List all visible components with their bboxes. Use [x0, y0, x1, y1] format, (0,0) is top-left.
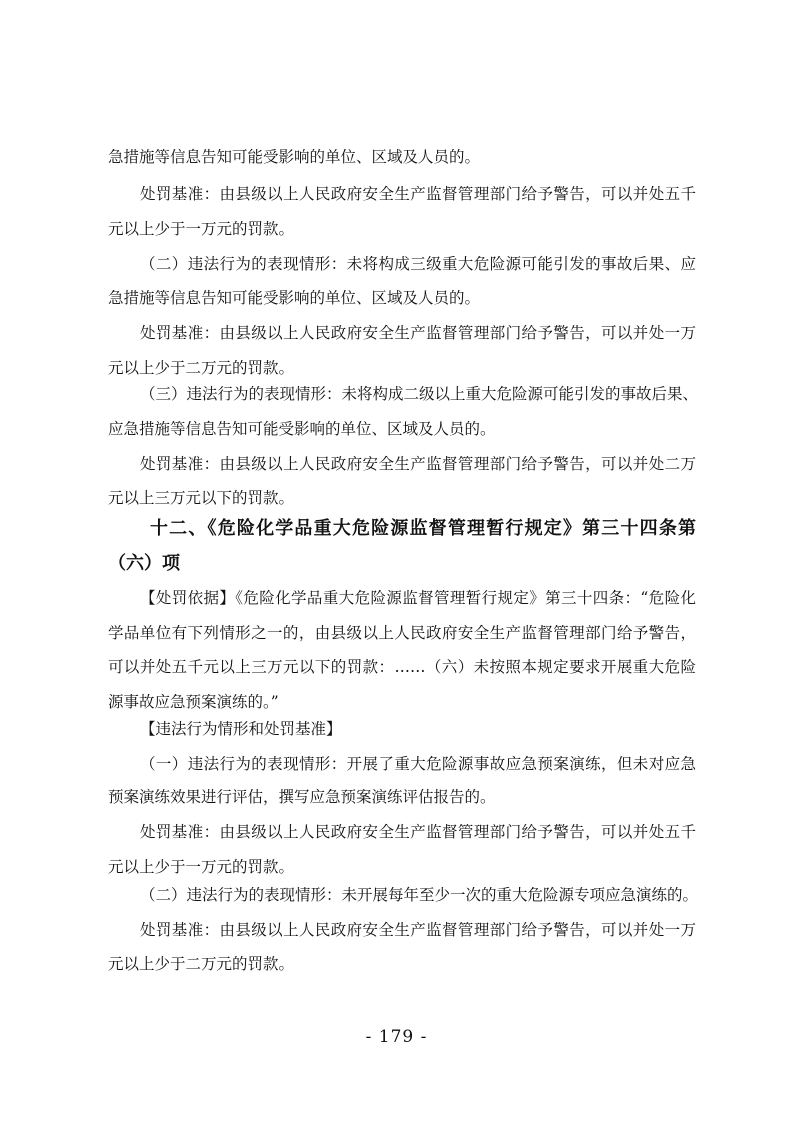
body-line: 预案演练效果进行评估，撰写应急预案演练评估报告的。: [108, 788, 496, 806]
body-line: 可以并处五千元以上三万元以下的罚款：……（六）未按照本规定要求开展重大危险: [108, 658, 696, 676]
body-line: 源事故应急预案演练的。”: [108, 693, 279, 711]
body-line: 处罚基准：由县级以上人民政府安全生产监督管理部门给予警告，可以并处五千: [140, 185, 696, 203]
body-line: 急措施等信息告知可能受影响的单位、区域及人员的。: [108, 148, 481, 166]
section-heading-cont: （六）项: [108, 553, 180, 574]
body-line: 应急措施等信息告知可能受影响的单位、区域及人员的。: [108, 420, 496, 438]
body-line: 元以上少于二万元的罚款。: [108, 955, 295, 973]
body-line: 学品单位有下列情形之一的，由县级以上人民政府安全生产监督管理部门给予警告，: [108, 624, 696, 642]
body-line: 元以上少于一万元的罚款。: [108, 858, 295, 876]
body-line: 处罚基准：由县级以上人民政府安全生产监督管理部门给予警告，可以并处一万: [140, 324, 696, 342]
page-number: - 179 -: [365, 1027, 428, 1047]
body-line: 【违法行为情形和处罚基准】: [140, 720, 342, 738]
body-line: （二）违法行为的表现情形：未开展每年至少一次的重大危险源专项应急演练的。: [140, 886, 699, 904]
body-line: （二）违法行为的表现情形：未将构成三级重大危险源可能引发的事故后果、应: [140, 255, 696, 273]
body-line: 元以上少于二万元的罚款。: [108, 359, 295, 377]
body-line: （一）违法行为的表现情形：开展了重大危险源事故应急预案演练，但未对应急: [140, 755, 696, 773]
body-line: 处罚基准：由县级以上人民政府安全生产监督管理部门给予警告，可以并处一万: [140, 921, 696, 939]
body-line: 【处罚依据】《危险化学品重大危险源监督管理暂行规定》第三十四条：“危险化: [140, 589, 696, 607]
body-line: 元以上少于一万元的罚款。: [108, 220, 295, 238]
section-heading: 十二、《危险化学品重大危险源监督管理暂行规定》第三十四条第: [150, 518, 696, 539]
body-line: 元以上三万元以下的罚款。: [108, 489, 295, 507]
body-line: 急措施等信息告知可能受影响的单位、区域及人员的。: [108, 289, 481, 307]
body-line: 处罚基准：由县级以上人民政府安全生产监督管理部门给予警告，可以并处五千: [140, 823, 696, 841]
body-line: （三）违法行为的表现情形：未将构成二级以上重大危险源可能引发的事故后果、: [140, 385, 699, 403]
body-line: 处罚基准：由县级以上人民政府安全生产监督管理部门给予警告，可以并处二万: [140, 455, 696, 473]
